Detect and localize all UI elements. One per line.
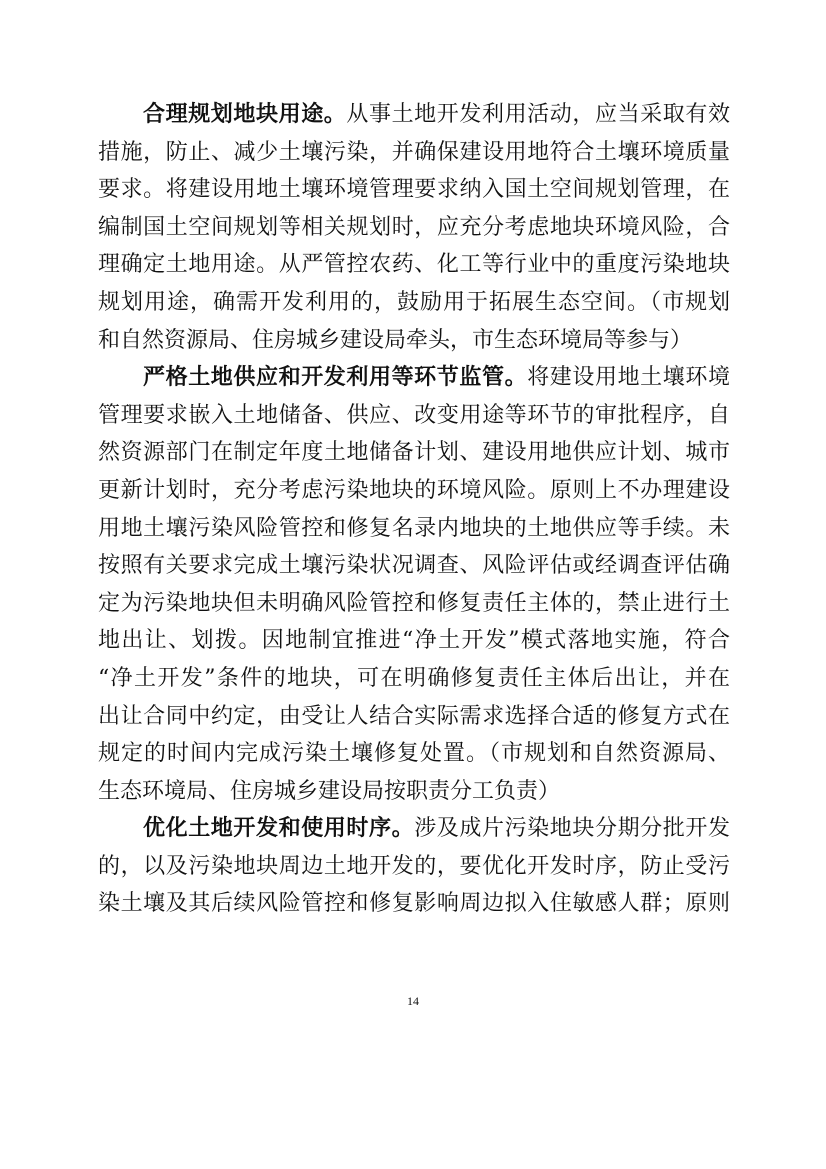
paragraph-heading: 严格土地供应和开发利用等环节监管。	[143, 364, 528, 391]
text-line	[98, 434, 730, 472]
line-text: 的，以及污染地块周边土地开发的，要优化开发时序，防止受污	[98, 853, 730, 879]
page-number: 14	[407, 994, 419, 1008]
line-text: 用地土壤污染风险管控和修复名录内地块的土地供应等手续。未	[98, 515, 730, 541]
line-text: 染土壤及其后续风险管控和修复影响周边拟入住敏感人群；原则	[98, 891, 730, 917]
text-line	[98, 510, 730, 548]
paragraph	[98, 810, 730, 923]
text-line	[98, 96, 730, 134]
text-line	[98, 209, 730, 247]
text-line	[98, 735, 730, 773]
text-line	[98, 885, 730, 923]
line-text: 管理要求嵌入土地储备、供应、改变用途等环节的审批程序，自	[98, 402, 730, 428]
text-line	[98, 810, 730, 848]
line-text: 措施，防止、减少土壤污染，并确保建设用地符合土壤环境质量	[98, 139, 730, 165]
line-text: 更新计划时，充分考虑污染地块的环境风险。原则上不办理建设	[98, 477, 730, 503]
line-text: 生态环境局、住房城乡建设局按职责分工负责）	[98, 778, 561, 804]
text-line	[98, 397, 730, 435]
text-line	[98, 359, 730, 397]
line-text: “净土开发”条件的地块，可在明确修复责任主体后出让，并在	[98, 665, 730, 691]
line-text: 然资源部门在制定年度土地储备计划、建设用地供应计划、城市	[98, 440, 730, 466]
line-text: 要求。将建设用地土壤环境管理要求纳入国土空间规划管理，在	[98, 177, 730, 203]
line-text: 和自然资源局、住房城乡建设局牵头，市生态环境局等参与）	[98, 327, 693, 353]
text-line	[98, 171, 730, 209]
text-line	[98, 660, 730, 698]
line-text: 理确定土地用途。从严管控农药、化工等行业中的重度污染地块	[98, 252, 730, 278]
paragraph-heading: 优化土地开发和使用时序。	[143, 815, 415, 842]
text-line	[98, 134, 730, 172]
text-line	[98, 848, 730, 886]
text-line	[98, 547, 730, 585]
line-text: 将建设用地土壤环境	[527, 365, 730, 391]
line-text: 从事土地开发利用活动，应当采取有效	[346, 102, 730, 127]
text-line	[98, 472, 730, 510]
line-text: 涉及成片污染地块分期分批开发	[414, 816, 730, 842]
line-text: 规定的时间内完成污染土壤修复处置。（市规划和自然资源局、	[98, 741, 730, 767]
paragraph-heading: 合理规划地块用途。	[143, 101, 347, 127]
line-text: 编制国土空间规划等相关规划时，应充分考虑地块环境风险，合	[98, 214, 730, 240]
text-line	[98, 773, 730, 811]
line-text: 出让合同中约定，由受让人结合实际需求选择合适的修复方式在	[98, 703, 730, 729]
text-line	[98, 284, 730, 322]
line-text: 定为污染地块但未明确风险管控和修复责任主体的，禁止进行土	[98, 590, 730, 616]
line-text: 按照有关要求完成土壤污染状况调查、风险评估或经调查评估确	[98, 553, 730, 579]
text-line	[98, 622, 730, 660]
document-body	[98, 96, 730, 923]
line-text: 地出让、划拨。因地制宜推进“净土开发”模式落地实施，符合	[98, 628, 730, 654]
text-line	[98, 698, 730, 736]
line-text: 规划用途，确需开发利用的，鼓励用于拓展生态空间。（市规划	[98, 289, 730, 315]
text-line	[98, 585, 730, 623]
paragraph	[98, 96, 730, 359]
paragraph	[98, 359, 730, 810]
text-line	[98, 246, 730, 284]
text-line	[98, 322, 730, 360]
